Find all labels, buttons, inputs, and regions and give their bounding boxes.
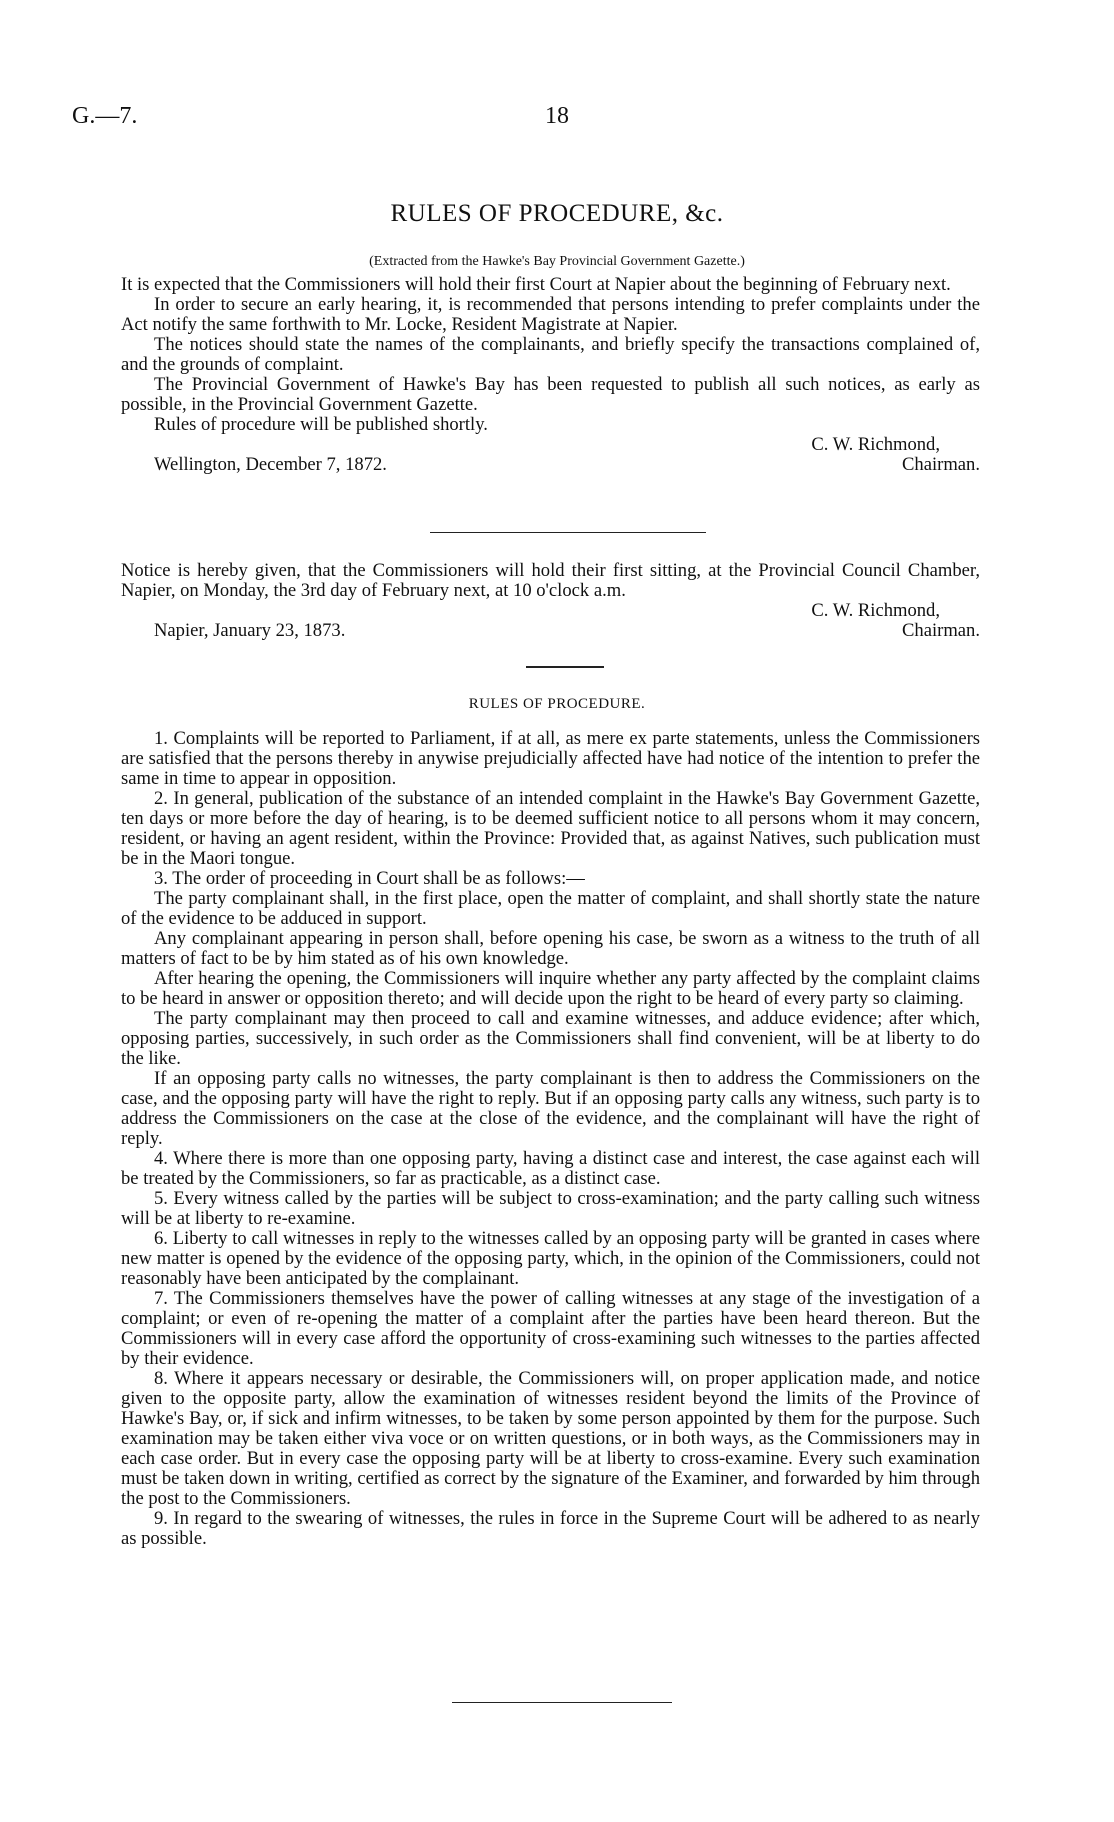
separator-rule [430,532,706,533]
notice-1-paragraph: The Provincial Government of Hawke's Bay has been requested to publish all such notices, as early as possible, in the Provincial Government Gazette. [121,374,980,415]
rule-paragraph: If an opposing party calls no witnesses, the party complainant is then to address the Commissioners on the case, and the opposing party will have the right to reply. But if an opposing party calls any witness, such party is to address the Commissioners on the case at the close of the evidence, and the complainant will have the right of reply. [121,1068,980,1149]
place-date: Wellington, December 7, 1872. [154,454,387,475]
notice-1-paragraph: It is expected that the Commissioners will hold their first Court at Napier about the beginning of February next. [121,274,951,295]
notice-1-paragraph: Rules of procedure will be published shortly. [154,414,488,435]
page-title: RULES OF PROCEDURE, &c. [390,200,724,227]
separator-rule [526,666,604,668]
notice-1-signature [121,435,980,475]
rule-paragraph: 6. Liberty to call witnesses in reply to the witnesses called by an opposing party will be granted in cases where new matter is opened by the evidence of the opposing party, which, in the opinion of the Commissioners, could not reasonably have been anticipated by the complainant. [121,1228,980,1289]
signatory-role: Chairman. [902,454,980,475]
rule-paragraph: 4. Where there is more than one opposing party, having a distinct case and interest, the case against each will be treated by the Commissioners, so far as practicable, as a distinct case. [121,1148,980,1189]
notice-2-signature [121,601,980,641]
rule-paragraph: The party complainant may then proceed to call and examine witnesses, and adduce evidence; after which, opposing parties, successively, in such order as the Commissioners shall find convenient, will be at liberty to do the like. [121,1008,980,1069]
rule-paragraph: The party complainant shall, in the first place, open the matter of complaint, and shall shortly state the nature of the evidence to be adduced in support. [121,888,980,929]
signatory-role: Chairman. [902,620,980,641]
rule-paragraph: 9. In regard to the swearing of witnesses, the rules in force in the Supreme Court will be adhered to as nearly as possible. [121,1508,980,1549]
extracted-note: (Extracted from the Hawke's Bay Provincial Government Gazette.) [369,254,745,269]
rule-paragraph: 5. Every witness called by the parties will be subject to cross-examination; and the party calling such witness will be at liberty to re-examine. [121,1188,980,1229]
place-date: Napier, January 23, 1873. [154,620,346,641]
rule-paragraph: 8. Where it appears necessary or desirable, the Commissioners will, on proper application made, and notice given to the opposite party, allow the examination of witnesses resident beyond the limits of the Province of Hawke's Bay, or, if sick and infirm witnesses, to be taken by some person appointed by them for the purpose. Such examination may be taken either viva voce or on written questions, or in both ways, as the Commissioners may in each case order. But in every case the opposing party will be at liberty to cross-examine. Every such examination must be taken down in writing, certified as correct by the signature of the Examiner, and forwarded by him through the post to the Commissioners. [121,1368,980,1509]
rule-paragraph: After hearing the opening, the Commissioners will inquire whether any party affected by the complaint claims to be heard in answer or opposition thereto; and will decide upon the right to be heard of every party so claiming. [121,968,980,1009]
notice-2 [121,561,980,641]
notice-1-paragraph: The notices should state the names of the complainants, and briefly specify the transactions complained of, and the grounds of complaint. [121,334,980,375]
rules-heading: RULES OF PROCEDURE. [468,696,646,712]
notice-2-paragraph: Notice is hereby given, that the Commissioners will hold their first sitting, at the Provincial Council Chamber, Napier, on Monday, the 3rd day of February next, at 10 o'clock a.m. [121,560,980,601]
page-number: 18 [545,103,569,129]
rule-paragraph: 2. In general, publication of the substance of an intended complaint in the Hawke's Bay Government Gazette, ten days or more before the day of hearing, is to be deemed sufficient notice to all persons whom it may concern, resident, or having an agent resident, within the Province: Provided that, as against Natives, such publication must be in the Maori tongue. [121,788,980,869]
rules-list [121,729,980,1549]
signatory-name: C. W. Richmond, [811,600,940,621]
notice-1 [121,275,980,475]
rule-paragraph: Any complainant appearing in person shall, before opening his case, be sworn as a witness to the truth of all matters of fact to be by him stated as of his own knowledge. [121,928,980,969]
rule-paragraph: 1. Complaints will be reported to Parliament, if at all, as mere ex parte statements, unless the Commissioners are satisfied that the persons thereby in anywise prejudicially affected have had notice of the intention to prefer the same in time to appear in opposition. [121,728,980,789]
folio-label: G.—7. [72,103,138,129]
signatory-name: C. W. Richmond, [811,434,940,455]
rule-paragraph: 7. The Commissioners themselves have the power of calling witnesses at any stage of the investigation of a complaint; or even of re-opening the matter of a complaint after the parties have been heard thereon. But the Commissioners will in every case afford the opportunity of cross-examining such witnesses to the parties affected by their evidence. [121,1288,980,1369]
page-header [72,103,1042,134]
notice-1-paragraph: In order to secure an early hearing, it, is recommended that persons intending to prefer complaints under the Act notify the same forthwith to Mr. Locke, Resident Magistrate at Napier. [121,294,980,335]
separator-rule [452,1702,672,1703]
rule-paragraph: 3. The order of proceeding in Court shall be as follows:— [154,868,585,889]
